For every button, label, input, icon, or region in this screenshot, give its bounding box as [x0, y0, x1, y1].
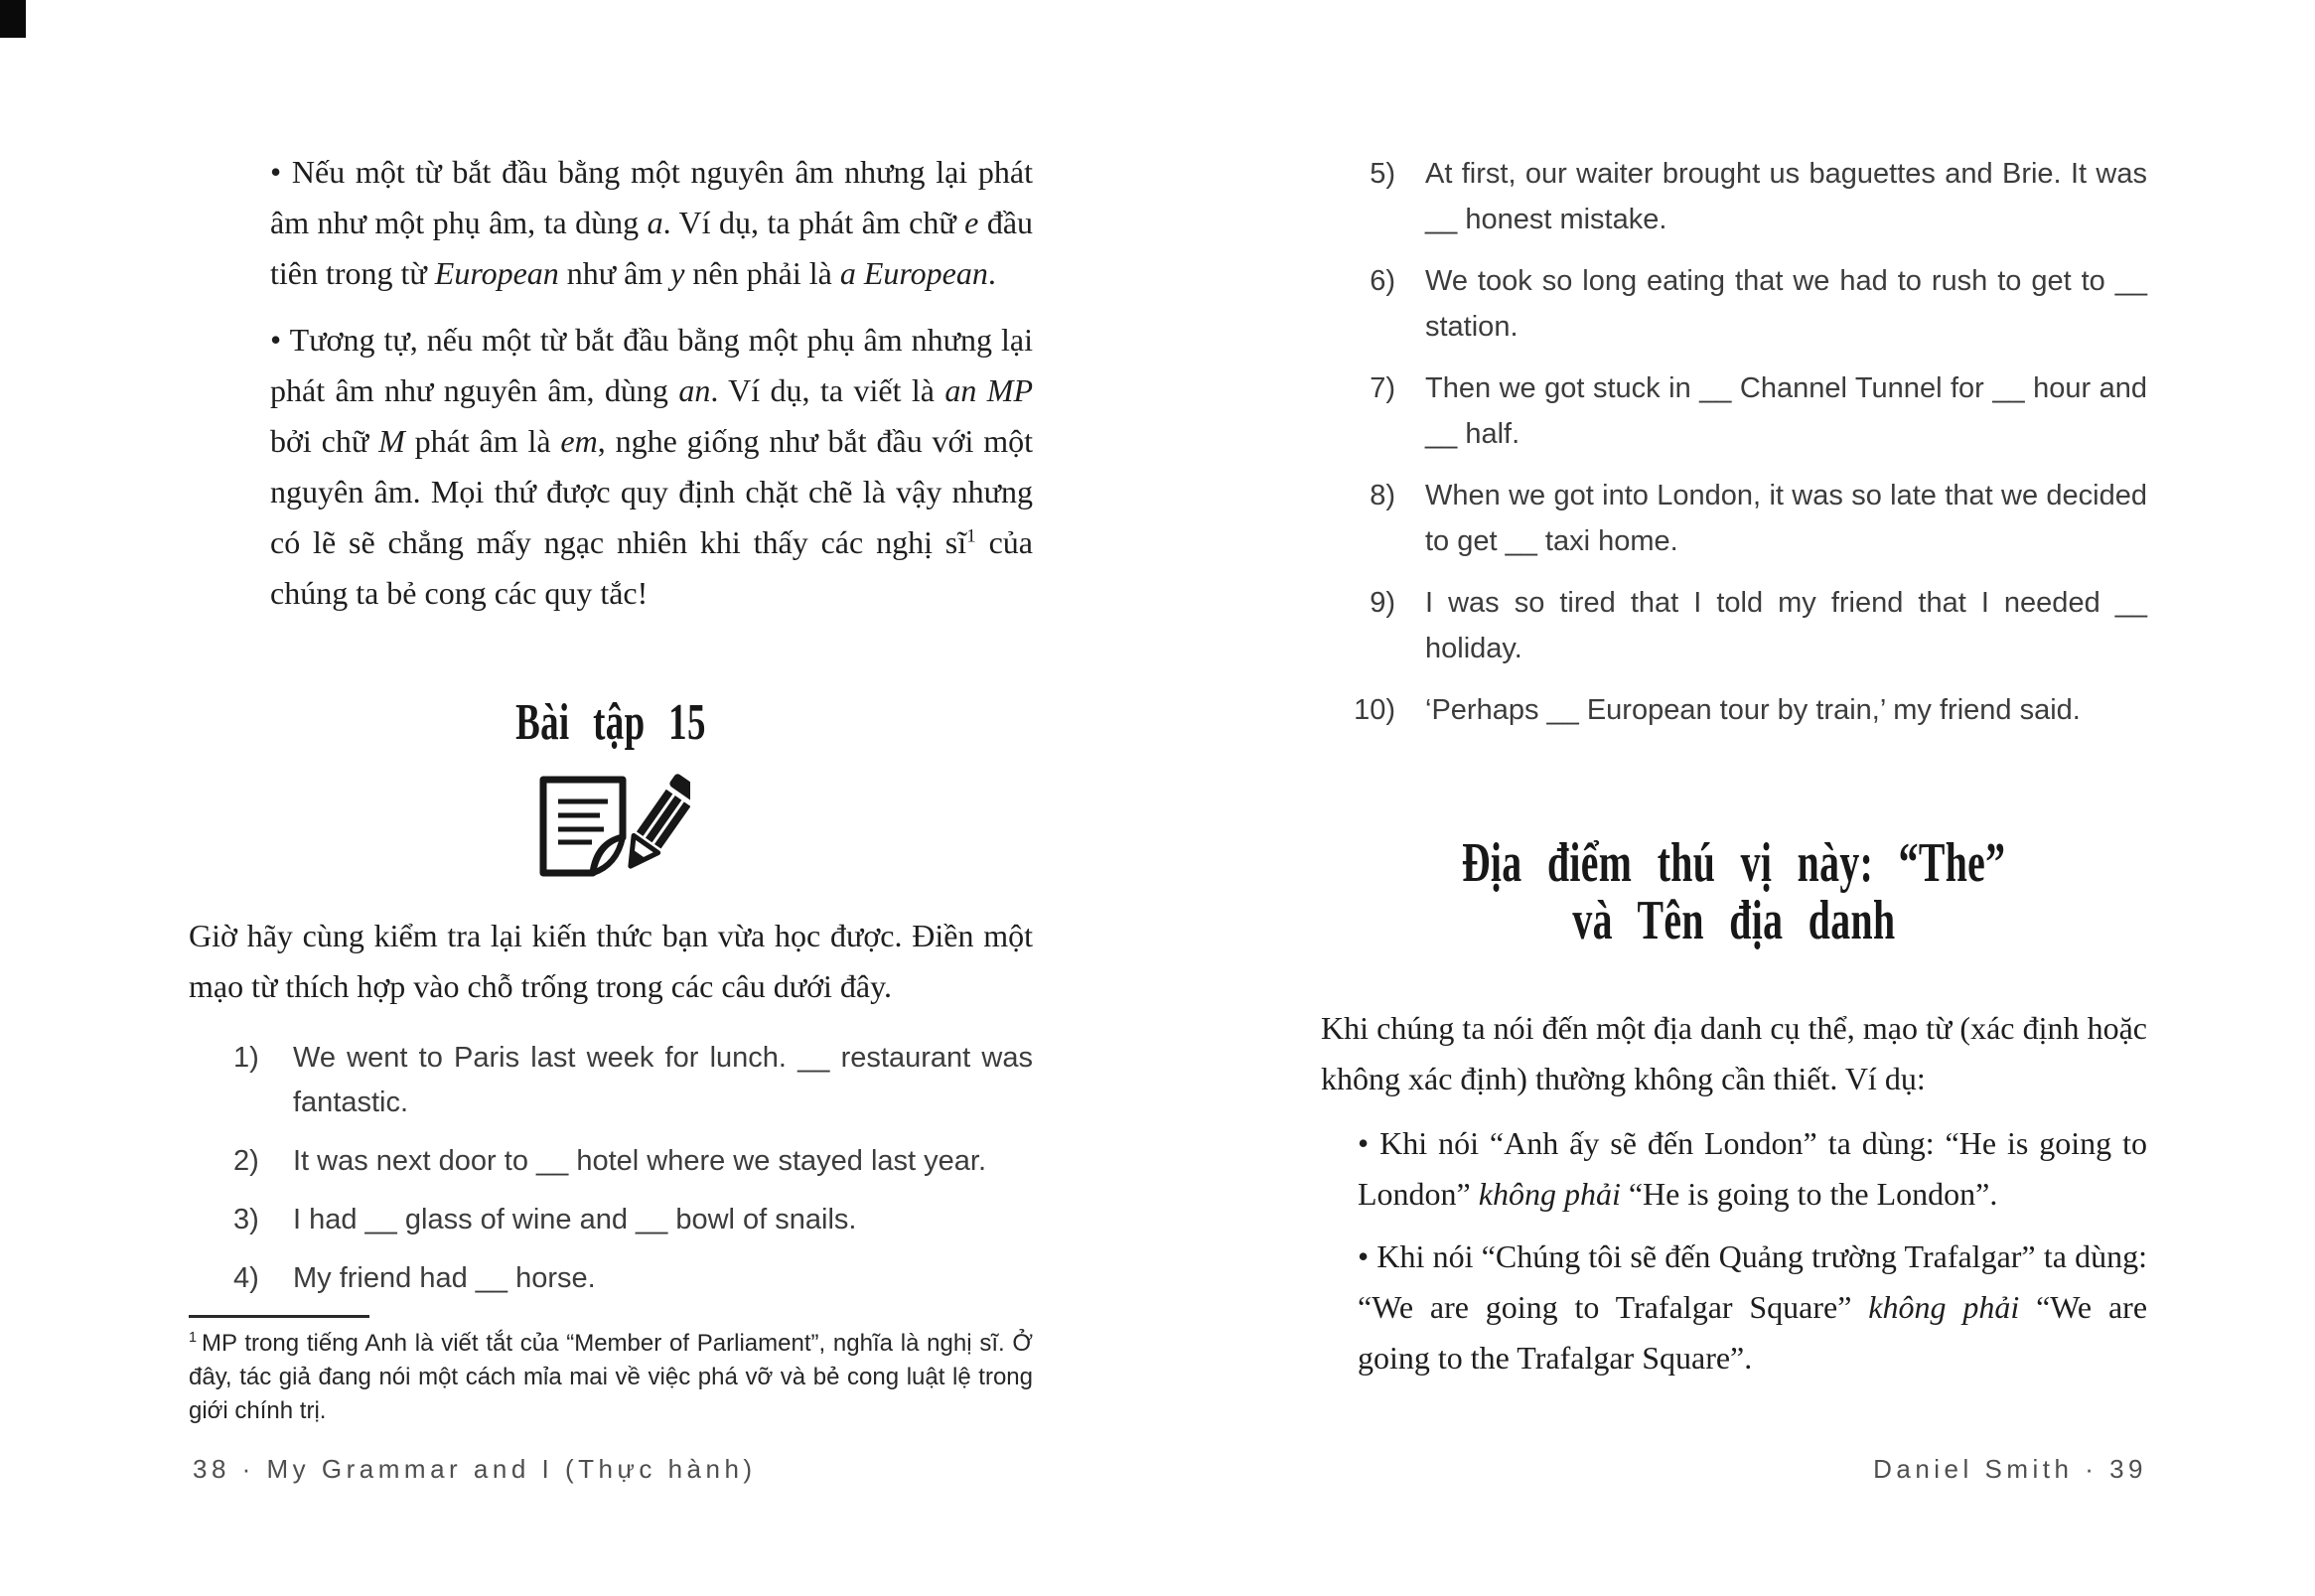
item-number: 5) [1370, 158, 1395, 190]
item-text: It was next door to __ hotel where we stayed last year. [293, 1145, 986, 1177]
page-footer-right: Daniel Smith · 39 [1873, 1454, 2147, 1484]
section-heading-line-1: Địa điểm thú vị này: “The” [1462, 832, 2006, 894]
example-bullet-london: • Khi nói “Anh ấy sẽ đến London” ta dùng: “He is going to London” không phải “He is going to the London”. [1358, 1125, 2147, 1212]
page-footer-left: 38 · My Grammar and I (Thực hành) [193, 1454, 757, 1484]
paper-pencil-icon [189, 772, 1033, 883]
footnote [189, 1327, 1033, 1428]
exercise-item-7 [1321, 365, 2147, 457]
footnote-text: MP trong tiếng Anh là viết tắt của “Member of Parliament”, nghĩa là nghị sĩ. Ở đây, tác giả đang nói một cách mỉa mai về việc phá vỡ và bẻ cong luật lệ trong giới chính trị. [189, 1330, 1033, 1424]
exercise-item-10 [1321, 687, 2147, 733]
exercise-item-8 [1321, 473, 2147, 564]
example-bullet-trafalgar: • Khi nói “Chúng tôi sẽ đến Quảng trường Trafalgar” ta dùng: “We are going to Trafalgar Square” không phải “We are going to the Trafalgar Square”. [1358, 1238, 2148, 1376]
item-text: I was so tired that I told my friend that I needed __ holiday. [1425, 587, 2147, 664]
footnote-marker: 1 [189, 1330, 198, 1346]
page-left [189, 0, 1033, 1596]
exercise-heading-text: Bài tập 15 [515, 694, 706, 751]
rule-bullet-vowel: • Nếu một từ bắt đầu bằng một nguyên âm nhưng lại phát âm như một phụ âm, ta dùng a. Ví dụ, ta phát âm chữ e đầu tiên trong từ European như âm y nên phải là a European. [270, 154, 1034, 291]
item-number: 9) [1370, 587, 1395, 619]
exercise-item-9 [1321, 580, 2147, 671]
exercise-item-4 [233, 1256, 1033, 1301]
exercise-items-5-10 [1321, 151, 2147, 733]
section-heading [1321, 834, 2147, 949]
item-number: 7) [1370, 372, 1395, 404]
exercise-item-3 [233, 1198, 1033, 1242]
item-number: 2) [233, 1145, 259, 1177]
exercise-item-1 [233, 1036, 1033, 1125]
item-text: I had __ glass of wine and __ bowl of snails. [293, 1204, 857, 1235]
item-text: We took so long eating that we had to rush to get to __ station. [1425, 265, 2147, 343]
section-intro: Khi chúng ta nói đến một địa danh cụ thể, mạo từ (xác định hoặc không xác định) thường không cần thiết. Ví dụ: [1321, 1010, 2147, 1096]
item-number: 8) [1370, 480, 1395, 511]
scan-corner-artifact [0, 0, 26, 38]
exercise-items-1-4 [233, 1036, 1033, 1301]
item-text: My friend had __ horse. [293, 1262, 596, 1294]
exercise-item-2 [233, 1139, 1033, 1184]
item-number: 6) [1370, 265, 1395, 297]
footnote-rule [189, 1315, 369, 1318]
exercise-item-5 [1321, 151, 2147, 242]
exercise-intro: Giờ hãy cùng kiểm tra lại kiến thức bạn vừa học được. Điền một mạo từ thích hợp vào chỗ trống trong các câu dưới đây. [189, 918, 1033, 1004]
item-text: ‘Perhaps __ European tour by train,’ my friend said. [1425, 694, 2081, 726]
item-number: 3) [233, 1204, 259, 1235]
page-right [1321, 0, 2147, 1596]
item-text: Then we got stuck in __ Channel Tunnel for __ hour and __ half. [1425, 372, 2147, 450]
item-number: 10) [1354, 694, 1395, 726]
item-number: 1) [233, 1042, 259, 1074]
section-heading-line-2: và Tên địa danh [1572, 890, 1896, 951]
rule-bullet-consonant: • Tương tự, nếu một từ bắt đầu bằng một phụ âm nhưng lại phát âm như nguyên âm, dùng an. Ví dụ, ta viết là an MP bởi chữ M phát âm là em, nghe giống như bắt đầu với một nguyên âm. Mọi thứ được quy định chặt chẽ là vậy nhưng có lẽ sẽ chẳng mấy ngạc nhiên khi thấy các nghị $sĩ^1$ của chúng ta bẻ cong các quy tắc! [270, 322, 1034, 611]
item-text: At first, our waiter brought us baguettes and Brie. It was __ honest mistake. [1425, 158, 2147, 235]
exercise-item-6 [1321, 258, 2147, 350]
item-number: 4) [233, 1262, 259, 1294]
exercise-heading [189, 690, 1033, 756]
item-text: When we got into London, it was so late that we decided to get __ taxi home. [1425, 480, 2147, 557]
item-text: We went to Paris last week for lunch. __ restaurant was fantastic. [293, 1042, 1033, 1118]
